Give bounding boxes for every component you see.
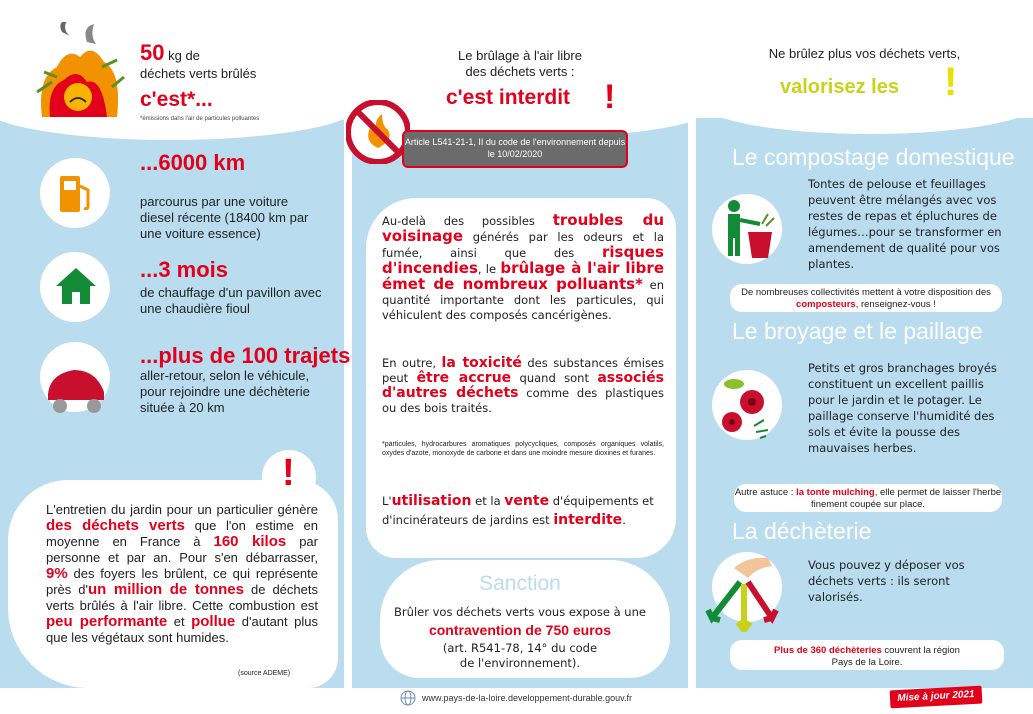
compost-title: Le compostage domestique xyxy=(732,144,1015,170)
right-exclaim: ! xyxy=(944,60,958,104)
para-part: , le xyxy=(477,262,501,276)
source-label: (source ADEME) xyxy=(238,670,291,677)
body-highlight: un million de tonnes xyxy=(88,581,244,598)
sanction-highlight: contravention de 750 euros xyxy=(428,622,612,638)
middle-title-line2: des déchets verts : xyxy=(465,64,575,79)
right-header1: Ne brûlez plus vos déchets verts, xyxy=(768,46,961,61)
box-part: couvrent la région Pays de la Loire. xyxy=(831,645,960,668)
para-part: L' xyxy=(382,494,392,508)
interdit-label: c'est interdit xyxy=(446,86,571,109)
para-highlight: risques d'incendies xyxy=(382,243,664,277)
right-header2: valorisez les xyxy=(780,76,899,98)
article-banner xyxy=(402,130,628,168)
body-part: d'autant plus que les végétaux sont humides. xyxy=(46,614,318,645)
para-highlight: brûlage à l'air libre émet de nombreux polluants* xyxy=(382,259,664,293)
para-part: En outre, xyxy=(382,356,442,370)
body-part: de déchets verts brûlés à l'air libre. Cette combustion est xyxy=(46,582,318,613)
house-icon xyxy=(52,262,100,310)
middle-title-line1: Le brûlage à l'air libre xyxy=(458,48,582,63)
decheterie-info-box xyxy=(730,640,1004,670)
para-part: en quantité importante dont les particules, qui véhiculent des composés cancérigènes. xyxy=(382,278,664,322)
body-highlight: des déchets verts xyxy=(46,517,185,534)
body-highlight: peu performante xyxy=(46,613,168,630)
composting-person-icon xyxy=(716,196,780,262)
stat3-text: aller-retour, selon le véhicule, pour rejoindre une déchèterie située à 20 km xyxy=(140,368,310,415)
globe-icon xyxy=(400,690,416,706)
compost-text: Tontes de pelouse et feuillages peuvent être mélangés avec vos restes de repas et épluchures de légumes…pour se transformer en amendement de qualité pour vos plantes. xyxy=(808,177,1002,271)
footer-url-row xyxy=(400,690,632,706)
header-footnote: *émissions dans l'air de particules polluantes xyxy=(140,116,260,122)
box-part: , renseignez-vous ! xyxy=(855,299,936,310)
para-part: des substances émises peut xyxy=(382,356,664,385)
body-part: des foyers les brûlent, ce qui représente près d' xyxy=(46,566,318,597)
amount-value: 50 xyxy=(140,40,165,65)
footer-url[interactable]: www.pays-de-la-loire.developpement-durable.gouv.fr xyxy=(422,693,632,703)
stat2-text: de chauffage d'un pavillon avec une chaudière fioul xyxy=(140,285,322,316)
stat3-value: ...plus de 100 trajets xyxy=(140,343,351,368)
para-part: et la xyxy=(471,494,505,508)
middle-para1 xyxy=(382,213,664,323)
decheterie-text: Vous pouvez y déposer vos déchets verts : ils seront valorisés. xyxy=(808,558,965,604)
no-burning-icon xyxy=(346,100,410,164)
para-part: comme des plastiques ou des bois traités. xyxy=(382,386,664,415)
sanction-line2: (art. R541-78, 14° du code xyxy=(442,641,598,655)
para-part: . xyxy=(622,513,626,527)
broyage-title: Le broyage et le paillage xyxy=(732,318,983,344)
cest-label: c'est*... xyxy=(140,88,213,111)
fuel-pump-icon xyxy=(56,172,96,217)
broyage-info-box xyxy=(734,484,1002,512)
middle-para3 xyxy=(382,492,672,530)
box-highlight: la tonte mulching xyxy=(796,487,875,498)
interdit-exclaim: ! xyxy=(604,78,616,116)
box-part: , elle permet de laisser l'herbe finement coupée sur place. xyxy=(810,487,1002,510)
sanction-title: Sanction xyxy=(479,572,561,595)
stat1-text: parcourus par une voiture diesel récente (18400 km par une voiture essence) xyxy=(140,194,309,241)
article-text: Article L541-21-1, II du code de l'environnement depuis le 10/02/2020 xyxy=(404,137,626,159)
para-highlight: être accrue xyxy=(416,370,512,386)
car-icon xyxy=(44,358,110,418)
para-highlight: associés d'autres déchets xyxy=(382,370,665,401)
box-highlight: Plus de 360 déchèteries xyxy=(774,645,882,656)
middle-para2 xyxy=(382,356,664,416)
flowers-mulch-icon xyxy=(712,372,782,444)
stat1-value: ...6000 km xyxy=(140,150,246,175)
sanction-line1: Brûler vos déchets verts vous expose à une xyxy=(394,605,646,619)
recycling-hand-icon xyxy=(704,548,784,632)
body-part: par personne et par an. Pour s'en débarrasser, xyxy=(46,534,318,565)
stat2-value: ...3 mois xyxy=(140,257,229,282)
para-part: d'équipements et d'incinérateurs de jardins est xyxy=(382,494,654,527)
header-line2: déchets verts brûlés xyxy=(140,66,257,81)
amount-unit: kg de xyxy=(168,48,200,63)
update-badge: Mise à jour 2021 xyxy=(890,686,983,709)
para-part: quand sont xyxy=(511,371,598,385)
body-highlight: 160 kilos xyxy=(213,533,287,550)
para-highlight: interdite xyxy=(553,512,623,528)
body-part: que l'on estime en moyenne en France à xyxy=(46,518,319,549)
body-part: L'entretien du jardin pour un particulier génère xyxy=(46,502,318,517)
left-exclaim-mark: ! xyxy=(282,452,295,494)
compost-info-box xyxy=(730,284,1002,312)
middle-footnote: *particules, hydrocarbures aromatiques polycycliques, composés organiques volatils, oxydes d'azote, monoxyde de carbone et dans une moindre mesure dioxines et furanes. xyxy=(382,441,664,457)
left-body-text xyxy=(46,502,318,646)
burning-pile-illustration xyxy=(32,22,127,122)
para-highlight: la toxicité xyxy=(441,355,522,371)
broyage-text: Petits et gros branchages broyés constituent un excellent paillis pour le jardin et le potager. Le paillage conserve l'humidité des sols et évite la pousse des mauvaises herbes. xyxy=(808,361,997,455)
box-highlight: composteurs xyxy=(796,299,856,310)
para-part: Au-delà des possibles xyxy=(382,214,553,228)
box-part: De nombreuses collectivités mettent à votre disposition des xyxy=(741,287,991,298)
body-highlight: 9% xyxy=(46,565,68,582)
box-part: Autre astuce : xyxy=(734,487,797,498)
header-amount-line xyxy=(140,40,200,66)
body-part: et xyxy=(167,614,192,629)
decheterie-title: La déchèterie xyxy=(732,518,872,544)
para-part: générés par les odeurs et la fumée, ainsi que des xyxy=(382,230,664,260)
sanction-line3: de l'environnement). xyxy=(459,656,581,670)
para-highlight: utilisation xyxy=(391,493,472,509)
para-highlight: vente xyxy=(504,493,550,509)
para-highlight: troubles du voisinage xyxy=(382,211,664,245)
body-highlight: pollue xyxy=(191,613,236,630)
